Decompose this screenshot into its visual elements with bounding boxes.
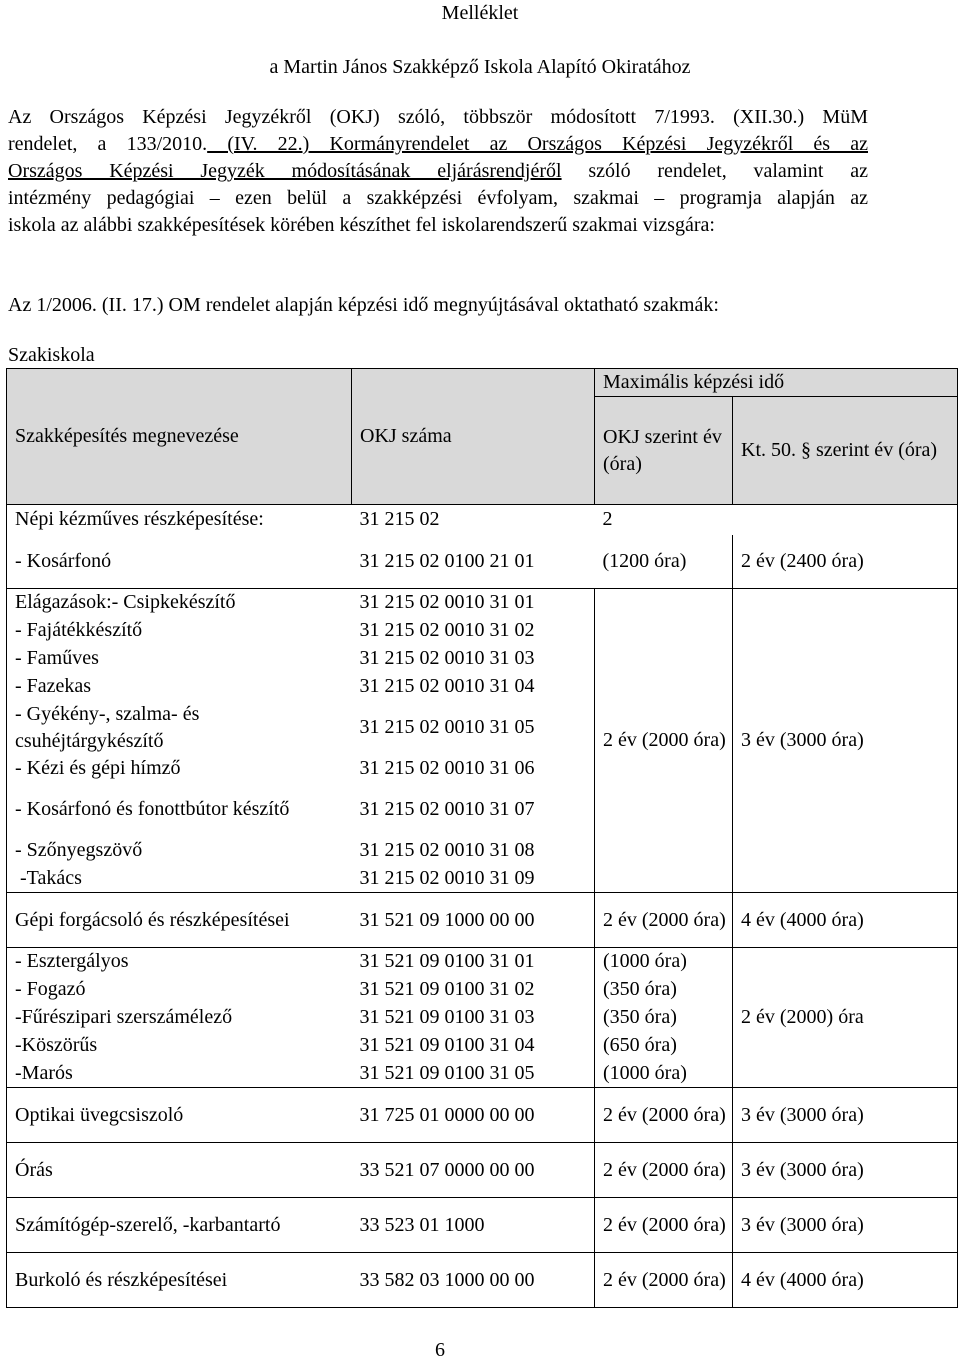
row-code: 31 521 09 1000 00 00 (352, 893, 595, 948)
row-name: - Kézi és gépi hímző (7, 755, 352, 783)
row-code: 31 215 02 0010 31 03 (359, 647, 535, 669)
table-row (7, 589, 958, 617)
row-okj-duration: (1000 óra) (595, 948, 733, 976)
row-name: - Fazekas (7, 673, 352, 701)
table-row (7, 1088, 958, 1143)
row-okj-duration: 2 év (2000 óra) (595, 1143, 733, 1198)
table-row (7, 893, 958, 948)
row-name: - Fajátékkészítő (7, 617, 352, 645)
row-name: -Takács (7, 865, 352, 893)
row-name: - Fogazó (7, 976, 352, 1004)
row-name: - Kosárfonó (7, 535, 352, 589)
header-kt-duration: Kt. 50. § szerint év (óra) (733, 397, 958, 505)
row-name: -Fűrészipari szerszámélező (7, 1004, 352, 1032)
regulation-link-2[interactable]: Országos Képzési Jegyzék módosításának eljárásrendjéről (8, 160, 562, 182)
row-code: 31 215 02 0010 31 06 (359, 757, 535, 779)
row-code: 31 521 09 0100 31 03 (359, 1006, 535, 1028)
row-code: 31 215 02 0010 31 09 (352, 865, 595, 893)
page-number: 6 (435, 1339, 445, 1361)
table-row (7, 1143, 958, 1198)
intro-line-1: Az Országos Képzési Jegyzékről (OKJ) szóló, többször módosított 7/1993. (XII.30.) MüM (8, 106, 868, 128)
row-okj-duration: (1200 óra) (595, 535, 733, 589)
row-name: Optikai üvegcsiszoló (7, 1088, 352, 1143)
school-type-label: Szakiskola (8, 344, 95, 366)
row-okj-duration: (350 óra) (595, 976, 733, 1004)
regulation-link[interactable]: (IV. 22.) Kormányrendelet az Országos Képzési Jegyzékről és az (207, 133, 868, 155)
row-name: Órás (7, 1143, 352, 1198)
row-name: Gépi forgácsoló és részképesítései (7, 893, 352, 948)
row-okj-duration: 2 év (2000 óra) (595, 1253, 733, 1308)
row-name: - Faműves (7, 645, 352, 673)
table-row (7, 535, 958, 589)
table-row (7, 948, 958, 976)
table-row (7, 1253, 958, 1308)
row-code: 31 521 09 0100 31 04 (359, 1034, 535, 1056)
intro-text: rendelet, a 133/2010. (8, 133, 208, 155)
row-code: 33 523 01 1000 (352, 1198, 595, 1253)
intro-line-2 (8, 131, 868, 158)
row-okj-duration: 2 év (2000 óra) (595, 1088, 733, 1143)
row-code: 31 521 09 0100 31 01 (359, 950, 535, 973)
table-row (7, 505, 958, 535)
table-header-row (7, 369, 958, 397)
qualification-table (6, 368, 958, 1308)
row-kt-duration: 3 év (3000 óra) (733, 1198, 958, 1253)
row-name: Elágazások:- Csipkekészítő (7, 589, 352, 617)
row-code: 31 215 02 0010 31 08 (359, 839, 535, 861)
header-okj-duration: OKJ szerint év (óra) (595, 397, 733, 505)
intro-line-4: intézmény pedagógiai – ezen belül a szakképzési évfolyam, szakmai – programja alapján az (8, 187, 868, 209)
intro-line-5: iskola az alábbi szakképesítések körében készíthet fel iskolarendszerű szakmai vizsgára: (8, 214, 715, 236)
row-okj-duration: 2 év (2000 óra) (595, 893, 733, 948)
row-kt-duration: 2 év (2400 óra) (733, 535, 958, 589)
section-heading: Az 1/2006. (II. 17.) OM rendelet alapján képzési idő megnyújtásával oktatható szakmák: (8, 294, 719, 316)
intro-paragraph (8, 104, 868, 239)
row-code: 33 521 07 0000 00 00 (352, 1143, 595, 1198)
row-code: 31 215 02 0010 31 05 (359, 716, 535, 738)
row-okj-duration: (650 óra) (595, 1032, 733, 1060)
row-kt-duration: 3 év (3000 óra) (733, 1143, 958, 1198)
header-max-duration: Maximális képzési idő (595, 369, 958, 397)
header-name: Szakképesítés megnevezése (7, 369, 352, 505)
branches-okj-duration: 2 év (2000 óra) (595, 589, 733, 893)
document-subheading: a Martin János Szakképző Iskola Alapító Okiratához (269, 56, 691, 78)
row-code: 31 521 09 0100 31 02 (359, 978, 535, 1000)
row-name: - Szőnyegszövő (7, 837, 352, 865)
row-name: - Gyékény-, szalma- és csuhéjtárgykészítő (7, 701, 352, 755)
row-name: Burkoló és részképesítései (7, 1253, 352, 1308)
row-code: 31 215 02 0010 31 01 (359, 591, 535, 614)
intro-text: szóló rendelet, valamint az (561, 160, 869, 182)
row-code: 31 725 01 0000 00 00 (352, 1088, 595, 1143)
row-kt-duration: 3 év (3000 óra) (733, 1088, 958, 1143)
document-heading: Melléklet (441, 2, 519, 24)
intro-line-3 (8, 158, 868, 185)
row-kt-duration: 4 év (4000 óra) (733, 1253, 958, 1308)
row-name: - Esztergályos (7, 948, 352, 976)
row-okj-duration: (350 óra) (595, 1004, 733, 1032)
row-kt-duration: 4 év (4000 óra) (733, 893, 958, 948)
row-code: 31 215 02 0010 31 02 (359, 619, 535, 641)
row-name: -Marós (7, 1060, 352, 1088)
row-code: 33 582 03 1000 00 00 (352, 1253, 595, 1308)
row-code: 31 521 09 0100 31 05 (352, 1060, 595, 1088)
row-code: 31 215 02 0100 21 01 (352, 535, 595, 589)
row-name: - Kosárfonó és fonottbútor készítő (7, 783, 352, 837)
row-okj-duration: 2 év (2000 óra) (595, 1198, 733, 1253)
table-row (7, 1198, 958, 1253)
row-name: -Köszörűs (7, 1032, 352, 1060)
parts-kt-duration: 2 év (2000) óra (733, 948, 958, 1088)
branches-kt-duration: 3 év (3000 óra) (733, 589, 958, 893)
row-code: 31 215 02 0010 31 04 (359, 675, 535, 697)
row-name: Számítógép-szerelő, -karbantartó (7, 1198, 352, 1253)
header-okj-code: OKJ száma (352, 369, 595, 505)
row-okj-duration: 2 (595, 505, 733, 535)
row-name: Népi kézműves részképesítése: (7, 505, 352, 535)
row-okj-duration: (1000 óra) (595, 1060, 733, 1088)
row-code: 31 215 02 0010 31 07 (359, 798, 535, 820)
row-code: 31 215 02 (352, 505, 595, 535)
